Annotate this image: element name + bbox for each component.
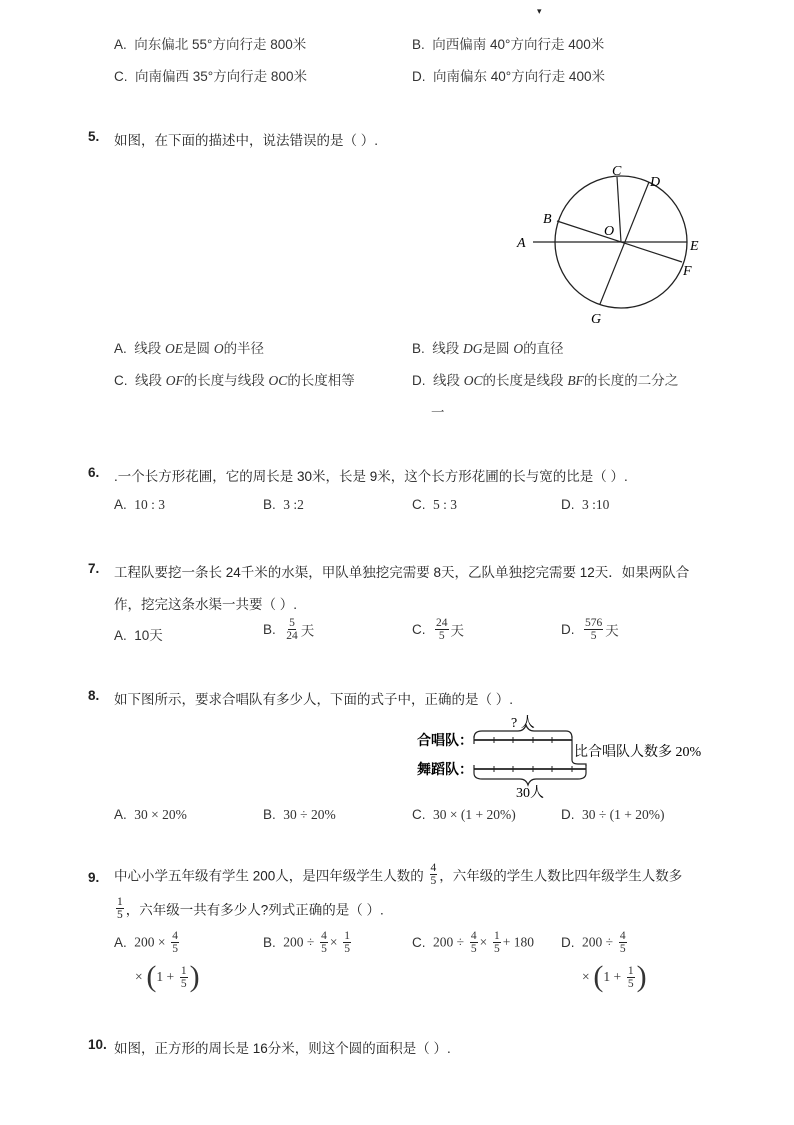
point-o-label: O: [604, 224, 615, 239]
paren-close: ): [189, 960, 200, 993]
fraction: [116, 896, 124, 921]
numerator: 4: [470, 930, 477, 942]
option-label: B.: [412, 37, 425, 52]
math-var: OC: [268, 373, 288, 388]
option-text: 10天: [134, 628, 163, 643]
q8-option-a[interactable]: [114, 807, 187, 823]
q9-number: 9.: [88, 870, 100, 885]
side-label: 比合唱队人数多 20%: [574, 745, 702, 760]
point-f-label: F: [683, 264, 692, 279]
option-label: A.: [114, 807, 127, 822]
option-label: C.: [412, 935, 426, 950]
denominator: 5: [172, 943, 179, 955]
q7-stem-line2: 作，挖完这条水渠一共要（ ）.: [114, 597, 298, 612]
numerator: 4: [172, 930, 179, 942]
q5-option-d[interactable]: [412, 369, 678, 389]
q7-option-d[interactable]: [561, 617, 619, 642]
q8-stem: 如下图所示，要求合唱队有多少人，下面的式子中，正确的是（ ）.: [114, 692, 514, 707]
math-var: OF: [165, 373, 184, 388]
q4-option-d[interactable]: [412, 65, 605, 85]
q4-option-b[interactable]: [412, 33, 604, 53]
option-label: B.: [263, 935, 276, 950]
option-label: A.: [114, 497, 127, 512]
option-text: 是圆: [482, 341, 514, 356]
option-text: 200 ×: [134, 934, 166, 950]
q5-number: 5.: [88, 129, 100, 144]
q7-option-a[interactable]: [114, 624, 163, 644]
option-label: B.: [263, 807, 276, 822]
option-label: B.: [412, 341, 425, 356]
option-text: 10 : 3: [134, 497, 166, 512]
fraction: [171, 930, 179, 955]
numerator: 24: [436, 617, 448, 629]
option-text: 的长度的二分之: [583, 373, 679, 388]
denominator: 5: [627, 977, 634, 990]
option-text: ×: [135, 969, 143, 984]
denominator: 5: [180, 977, 187, 990]
denominator: 5: [493, 943, 500, 955]
option-label: A.: [114, 341, 127, 356]
option-label: A.: [114, 37, 127, 52]
point-c-label: C: [612, 164, 622, 179]
point-e-label: E: [690, 239, 699, 254]
option-label: D.: [561, 935, 575, 950]
option-text: 的长度与线段: [183, 373, 269, 388]
q7-stem-line1: 工程队要挖一条长 24千米的水渠，甲队单独挖完需要 8天，乙队单独挖完需要 12天．如果两队合: [114, 565, 690, 580]
denominator: 5: [430, 875, 437, 887]
q6-option-c[interactable]: [412, 497, 457, 513]
numerator: 5: [289, 617, 295, 629]
option-label: A.: [114, 935, 127, 950]
q4-option-a[interactable]: [114, 33, 306, 53]
option-text: 200 ÷: [283, 934, 315, 950]
q6-stem: .一个长方形花圃，它的周长是 30米，长是 9米，这个长方形花圃的长与宽的比是（ ）.: [114, 469, 628, 484]
option-text: 线段: [432, 341, 464, 356]
option-label: C.: [114, 373, 128, 388]
q8-option-c[interactable]: [412, 807, 516, 823]
q5-stem: 如图，在下面的描述中，说法错误的是（ ）.: [114, 133, 379, 148]
option-text: 30 × 20%: [134, 807, 187, 822]
fraction: [493, 930, 501, 955]
q9-stem-line2: [114, 896, 384, 921]
option-label: D.: [412, 69, 426, 84]
option-text: 是圆: [183, 341, 214, 356]
q10-stem: 如图，正方形的周长是 16分米，则这个圆的面积是（ ）.: [114, 1041, 451, 1056]
denominator: 5: [117, 909, 123, 921]
q7-number: 7.: [88, 561, 100, 576]
unit: 天: [300, 623, 315, 639]
row-label-choir: 合唱队：: [417, 734, 473, 749]
question-label: ? 人: [511, 716, 535, 731]
unit: 天: [605, 623, 619, 639]
option-label: C.: [114, 69, 128, 84]
option-text: 向南偏东 40°方向行走 400米: [433, 69, 605, 84]
option-text: 向南偏西 35°方向行走 800米: [135, 69, 307, 84]
option-text: 3 :2: [283, 497, 304, 512]
option-text: 的长度是线段: [482, 373, 568, 388]
q5-option-c[interactable]: [114, 369, 355, 389]
paren-open: (: [146, 960, 157, 993]
row-label-dance: 舞蹈队：: [417, 763, 473, 778]
q8-option-d[interactable]: [561, 807, 665, 823]
q8-segment-diagram: [412, 708, 712, 802]
q9-option-c[interactable]: [412, 930, 534, 955]
option-text: 200 ÷: [582, 934, 614, 950]
q9-option-d[interactable]: [561, 930, 629, 955]
math-var: DG: [463, 341, 483, 356]
fraction: [584, 617, 603, 642]
numerator: 1: [117, 896, 123, 908]
bottom-brace: [474, 773, 586, 785]
q7-option-b[interactable]: [263, 617, 314, 642]
q10-number: 10.: [88, 1037, 107, 1052]
q5-option-b[interactable]: [412, 337, 564, 357]
option-text: 线段: [433, 373, 464, 388]
q9-option-a-continuation: [135, 962, 200, 992]
option-label: D.: [412, 373, 426, 388]
q6-option-a[interactable]: [114, 497, 165, 513]
q6-option-d[interactable]: [561, 497, 609, 513]
point-b-label: B: [543, 212, 552, 227]
fraction: [180, 965, 188, 990]
fraction: [343, 930, 351, 955]
option-text: 的直径: [523, 341, 564, 356]
option-text: 5 : 3: [433, 497, 458, 512]
denominator: 5: [344, 943, 350, 955]
numerator: 4: [321, 930, 327, 942]
option-label: B.: [263, 622, 276, 637]
denominator: 24: [286, 630, 298, 642]
stem-text: ，六年级一共有多少人?列式正确的是（ ）.: [125, 902, 384, 918]
q9-stem-line1: [114, 862, 682, 887]
point-a-label: A: [517, 236, 526, 251]
option-text: 30 ÷ 20%: [283, 807, 336, 822]
option-label: C.: [412, 807, 426, 822]
numerator: 1: [180, 964, 187, 977]
option-text: ×: [582, 969, 590, 984]
option-label: A.: [114, 628, 127, 643]
option-text: 线段: [134, 341, 166, 356]
numerator: 1: [627, 964, 634, 977]
q4-option-c[interactable]: [114, 65, 307, 85]
unit: 天: [450, 623, 465, 639]
numerator: 1: [344, 930, 350, 942]
q7-option-c[interactable]: [412, 617, 464, 642]
option-label: C.: [412, 497, 426, 512]
option-text: 线段: [135, 373, 166, 388]
option-text: 30 × (1 + 20%): [433, 807, 516, 822]
q8-option-b[interactable]: [263, 807, 336, 823]
option-text: ×: [479, 934, 488, 950]
option-label: D.: [561, 497, 575, 512]
denominator: 5: [321, 943, 327, 955]
math-var: OE: [165, 341, 184, 356]
fraction: [320, 930, 328, 955]
q6-number: 6.: [88, 465, 100, 480]
option-label: C.: [412, 622, 426, 637]
option-text: 3 :10: [582, 497, 610, 512]
numerator: 4: [619, 930, 626, 942]
math-var: OC: [463, 373, 483, 388]
denominator: 5: [438, 630, 445, 642]
option-label: B.: [263, 497, 276, 512]
fraction: [435, 617, 449, 642]
top-marker: ▾: [537, 6, 542, 16]
q9-option-a[interactable]: [114, 930, 181, 955]
fraction: [430, 862, 438, 887]
option-text: + 180: [502, 934, 534, 950]
paren-close: ): [636, 960, 647, 993]
stem-text: ，六年级的学生人数比四年级学生人数多: [439, 868, 683, 884]
numerator: 1: [493, 930, 500, 942]
q8-number: 8.: [88, 688, 100, 703]
numerator: 576: [585, 617, 603, 629]
paren-open: (: [593, 960, 604, 993]
bottom-label: 30人: [516, 786, 544, 801]
option-text: 向东偏北 55°方向行走 800米: [134, 37, 307, 52]
fraction: [627, 965, 635, 990]
option-text: 200 ÷: [433, 934, 465, 950]
point-d-label: D: [650, 175, 661, 190]
option-text: 1 +: [156, 969, 175, 984]
stem-text: 中心小学五年级有学生 200人，是四年级学生人数的: [114, 868, 424, 884]
option-text: 的长度相等: [287, 373, 355, 388]
q5-option-a[interactable]: [114, 337, 264, 357]
option-text: ×: [329, 934, 338, 950]
q5-option-d-wrap: 一: [431, 405, 445, 420]
denominator: 5: [590, 630, 597, 642]
option-label: D.: [561, 807, 575, 822]
option-label: D.: [561, 622, 575, 637]
denominator: 5: [470, 943, 477, 955]
option-text: 向西偏南 40°方向行走 400米: [432, 37, 605, 52]
fraction: [285, 617, 299, 642]
math-var: O: [213, 341, 224, 356]
option-text: 30 ÷ (1 + 20%): [582, 807, 665, 822]
segment-o-c: [617, 177, 621, 242]
numerator: 4: [430, 862, 437, 874]
q9-option-d-continuation: [582, 962, 647, 992]
option-text: 的半径: [223, 341, 265, 356]
q6-option-b[interactable]: [263, 497, 304, 513]
point-g-label: G: [591, 312, 602, 327]
fraction: [470, 930, 478, 955]
math-var: O: [513, 341, 524, 356]
fraction: [619, 930, 627, 955]
denominator: 5: [619, 943, 626, 955]
q9-option-b[interactable]: [263, 930, 353, 955]
q5-circle-figure: [510, 158, 710, 328]
math-var: BF: [567, 373, 584, 388]
option-text: 1 +: [603, 969, 622, 984]
